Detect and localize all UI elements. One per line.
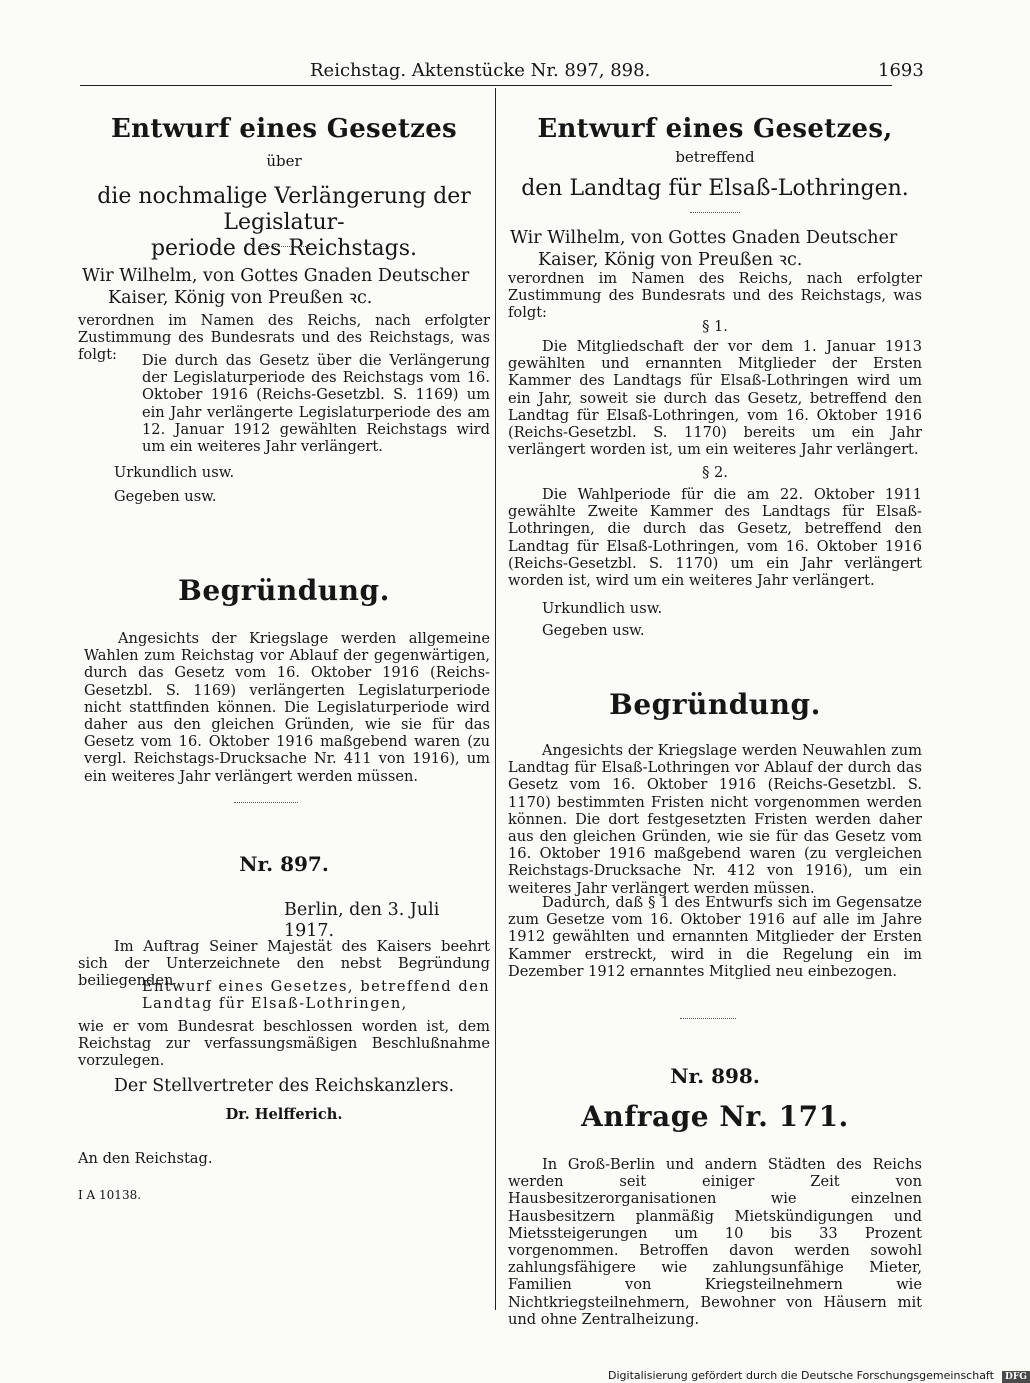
right-begruendung-text-1: Angesichts der Kriegslage werden Neuwahlen zum Landtag für Elsaß-Lothringen vor Ablauf der durch das Gesetz vom 16. Oktober 1916 (Reichs-Gesetzbl. S. 1170) bestimmten Fristen nicht vorgenommen werden können. Die dort festgesetzten Fristen werden daher aus den gleichen Gründen, wie sie für das Gesetz vom 16. Oktober 1916 maßgebend waren (zu vergleichen Reichstags-Drucksache Nr. 412 von 1916), um ein weiteres Jahr verlängert werden müssen. [508, 742, 922, 897]
place-date: Berlin, den 3. Juli 1917. [284, 900, 440, 941]
paragraph-1-heading: § 1. [702, 318, 728, 335]
right-divider-1 [690, 212, 740, 213]
right-betreffend: betreffend [675, 148, 755, 166]
dfg-logo: DFG [1002, 1371, 1030, 1383]
right-begruendung-text-2: Dadurch, daß § 1 des Entwurfs sich im Gegensatze zum Gesetze vom 16. Oktober 1916 auf alle im Jahre 1912 gewählten und ernannten Mitglieder der Ersten Kammer erstreckt, wird in die Regelung ein im Dezember 1912 ernanntes Mitglied neu einbezogen. [508, 894, 922, 980]
right-law-title: Entwurf eines Gesetzes, [537, 114, 893, 144]
letter-end: wie er vom Bundesrat beschlossen worden ist, dem Reichstag zur verfassungsmäßigen Beschlußnahme vorzulegen. [78, 1018, 490, 1070]
left-divider-1 [258, 246, 310, 247]
left-verordnen: verordnen im Namen des Reichs, nach erfolgter Zustimmung des Bundesrats und des Reichstags, was folgt: [78, 312, 490, 364]
signer-title: Der Stellvertreter des Reichskanzlers. [113, 1076, 455, 1096]
digitization-note: Digitalisierung gefördert durch die Deutsche Forschungsgemeinschaft [608, 1369, 994, 1382]
left-law-title: Entwurf eines Gesetzes [111, 114, 457, 144]
paragraph-2-text: Die Wahlperiode für die am 22. Oktober 1911 gewählte Zweite Kammer des Landtags für Elsaß-Lothringen, die durch das Gesetz, betreffend den Landtag für Elsaß-Lothringen, vom 16. Oktober 1916 (Reichs-Gesetzbl. S. 1170) um ein Jahr verlängert worden ist, wird um ein weiteres Jahr verlängert. [508, 486, 922, 590]
left-gegeben: Gegeben usw. [114, 488, 217, 505]
left-begruendung-title: Begründung. [178, 574, 390, 607]
digitization-footer [608, 1364, 1030, 1383]
right-subject: den Landtag für Elsaß-Lothringen. [521, 176, 909, 201]
page-number: 1693 [878, 60, 924, 81]
right-verordnen: verordnen im Namen des Reichs, nach erfolgter Zustimmung des Bundesrats und des Reichstags, was folgt: [508, 270, 922, 322]
signer-name: Dr. Helfferich. [225, 1106, 343, 1123]
right-gegeben: Gegeben usw. [542, 622, 645, 639]
right-begruendung-title: Begründung. [609, 688, 821, 721]
left-article-text: Die durch das Gesetz über die Verlängerung der Legislaturperiode des Reichstags vom 16. Oktober 1916 (Reichs-Gesetzbl. S. 1169) um ein Jahr verlängerte Legislaturperiode des am 12. Januar 1912 gewählten Reichstags wird um ein weiteres Jahr verlängert. [142, 352, 490, 456]
anfrage-heading: Anfrage Nr. 171. [581, 1100, 849, 1133]
left-wir-line-2: Kaiser, König von Preußen ꝛc. [108, 288, 373, 308]
paragraph-1-text: Die Mitgliedschaft der vor dem 1. Januar 1913 gewählten und ernannten Mitglieder der Ersten Kammer des Landtags für Elsaß-Lothringen wird um ein Jahr, soweit sie durch das Gesetz, betreffend den Landtag für Elsaß-Lothringen, vom 16. Oktober 1916 (Reichs-Gesetzbl. S. 1170) bereits um ein Jahr verlängert worden ist, um ein weiteres Jahr verlängert. [508, 338, 922, 459]
left-wir-line-1: Wir Wilhelm, von Gottes Gnaden Deutscher [82, 266, 470, 286]
letter-law-title: Entwurf eines Gesetzes, betreffend den Landtag für Elsaß-Lothringen, [142, 978, 490, 1013]
running-head: Reichstag. Aktenstücke Nr. 897, 898. [310, 60, 651, 81]
left-divider-2 [234, 802, 298, 803]
right-wir-line-2: Kaiser, König von Preußen ꝛc. [538, 250, 803, 270]
left-urkundlich: Urkundlich usw. [114, 464, 235, 481]
column-rule [495, 88, 496, 1310]
nr-897-heading: Nr. 897. [239, 852, 329, 876]
nr-898-heading: Nr. 898. [670, 1064, 760, 1088]
left-ueber: über [266, 152, 302, 170]
file-reference: I A 10138. [78, 1188, 142, 1202]
left-subject-line-2: periode des Reichstags. [150, 236, 418, 261]
anfrage-text: In Groß-Berlin und andern Städten des Reichs werden seit einiger Zeit von Hausbesitzerorganisationen wie einzelnen Hausbesitzern planmäßig Mietskündigungen und Mietssteigerungen um 10 bis 33 Prozent vorgenommen. Betroffen davon werden sowohl zahlungsfähigere wie zahlungsunfähige Mieter, Familien von Kriegsteilnehmern wie Nichtkriegsteilnehmern, Bewohner von Häusern mit und ohne Zentralheizung. [508, 1156, 922, 1328]
letter-intro: Im Auftrag Seiner Majestät des Kaisers beehrt sich der Unterzeichnete den nebst Begründung beiliegenden [78, 938, 490, 990]
right-urkundlich: Urkundlich usw. [542, 600, 663, 617]
paragraph-2-heading: § 2. [702, 464, 728, 481]
left-subject [78, 184, 490, 262]
right-wir-line-1: Wir Wilhelm, von Gottes Gnaden Deutscher [510, 228, 898, 248]
header-rule [80, 85, 892, 86]
right-divider-2 [680, 1018, 736, 1019]
addressee: An den Reichstag. [78, 1150, 213, 1167]
left-begruendung-text: Angesichts der Kriegslage werden allgemeine Wahlen zum Reichstag vor Ablauf der gegenwärtigen, durch das Gesetz vom 16. Oktober 1916 (Reichs-Gesetzbl. S. 1169) verlängerten Legislaturperiode nicht stattfinden können. Die Legislaturperiode wird daher aus den gleichen Gründen, wie sie für das Gesetz vom 16. Oktober 1916 maßgebend waren (zu vergl. Reichstags-Drucksache Nr. 411 von 1916), um ein weiteres Jahr verlängert werden müssen. [84, 630, 490, 785]
left-subject-line-1: die nochmalige Verlängerung der Legislatur- [97, 184, 471, 235]
